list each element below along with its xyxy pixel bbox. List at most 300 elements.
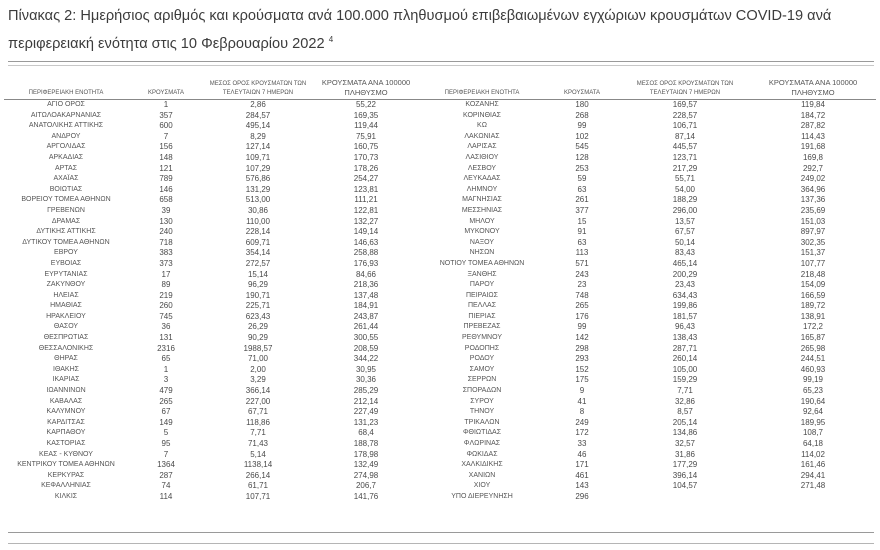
left-per100k-cell: 123,81 <box>353 184 379 194</box>
right-per100k-cell: 161,46 <box>800 460 826 470</box>
right-cases-cell: 15 <box>577 216 587 226</box>
left-per100k-cell: 141,76 <box>353 491 379 501</box>
right-avg7-cell: 50,14 <box>674 237 696 247</box>
right-region-cell: ΝΗΣΩΝ <box>469 249 495 257</box>
left-per100k-cell: 212,14 <box>353 396 379 406</box>
right-region-cell: ΣΑΜΟΥ <box>469 365 495 373</box>
left-avg7-cell: 513,00 <box>245 195 271 205</box>
right-region-cell: ΣΠΟΡΑΔΩΝ <box>462 387 502 395</box>
table-row <box>4 238 876 249</box>
left-avg7-cell: 623,43 <box>245 311 271 321</box>
table-caption <box>8 4 878 56</box>
right-region-cell: ΦΩΚΙΔΑΣ <box>466 450 498 458</box>
table-row <box>4 291 876 302</box>
left-per100k-cell: 84,66 <box>355 269 377 279</box>
left-cases-cell: 479 <box>159 386 173 396</box>
right-region-cell: ΛΗΜΝΟΥ <box>466 185 498 193</box>
right-avg7-cell: 159,29 <box>672 375 698 385</box>
table-row <box>4 248 876 259</box>
left-avg7-cell: 1138,14 <box>243 460 273 470</box>
left-region-cell: ΘΕΣΠΡΩΤΙΑΣ <box>43 334 89 342</box>
left-region-cell: ΗΜΑΘΙΑΣ <box>50 302 82 310</box>
right-region-cell: ΠΕΙΡΑΙΩΣ <box>466 291 498 299</box>
right-region-cell: ΞΑΝΘΗΣ <box>467 270 497 278</box>
right-cases-cell: 128 <box>575 152 589 162</box>
left-region-cell: ΔΥΤΙΚΗΣ ΑΤΤΙΚΗΣ <box>36 228 96 236</box>
right-cases-cell: 296 <box>575 491 589 501</box>
right-avg7-cell: 23,43 <box>674 280 696 290</box>
left-avg7-cell: 190,71 <box>245 290 271 300</box>
table-row <box>4 142 876 153</box>
right-per100k-cell: 137,36 <box>800 195 826 205</box>
right-avg7-cell: 181,57 <box>672 311 698 321</box>
table-row <box>4 481 876 492</box>
right-avg7-cell: 54,00 <box>674 184 696 194</box>
left-region-cell: ΑΡΓΟΛΙΔΑΣ <box>46 143 86 151</box>
left-avg7-cell: 609,71 <box>245 237 271 247</box>
left-avg7-cell: 118,86 <box>246 417 270 427</box>
left-region-cell: ΚΑΣΤΟΡΙΑΣ <box>46 440 86 447</box>
left-avg7-cell: 7,71 <box>250 428 266 438</box>
right-region-cell: ΛΑΣΙΘΙΟΥ <box>465 153 499 161</box>
right-cases-cell: 63 <box>577 237 587 247</box>
left-region-cell: ΑΡΚΑΔΙΑΣ <box>48 153 84 161</box>
right-avg7-cell: 13,57 <box>674 216 696 226</box>
right-region-cell: ΠΑΡΟΥ <box>469 281 495 289</box>
left-region-cell: ΗΡΑΚΛΕΙΟΥ <box>46 312 86 320</box>
left-cases-cell: 3 <box>163 375 169 385</box>
right-per100k-cell: 189,95 <box>800 417 826 427</box>
left-per100k-cell: 285,29 <box>353 386 379 396</box>
right-cases-cell: 268 <box>575 110 589 120</box>
right-cases-cell: 377 <box>575 205 589 215</box>
left-region-cell: ΚΕΝΤΡΙΚΟΥ ΤΟΜΕΑ ΑΘΗΝΩΝ <box>17 461 115 469</box>
left-region-cell: ΘΕΣΣΑΛΟΝΙΚΗΣ <box>38 344 94 352</box>
left-avg7-cell: 131,29 <box>245 184 271 194</box>
left-cases-cell: 600 <box>159 121 173 131</box>
left-avg7-cell: 71,43 <box>247 439 269 448</box>
left-region-cell: ΒΟΡΕΙΟΥ ΤΟΜΕΑ ΑΘΗΝΩΝ <box>21 196 111 204</box>
right-per100k-cell: 287,82 <box>800 121 826 131</box>
table-row <box>4 121 876 132</box>
left-cases-cell: 149 <box>159 417 173 427</box>
right-avg7-cell: 260,14 <box>672 354 698 364</box>
right-cases-cell: 175 <box>575 375 589 385</box>
left-avg7-cell: 284,57 <box>245 110 271 120</box>
right-region-cell: ΣΥΡΟΥ <box>470 397 494 405</box>
left-region-cell: ΚΑΡΔΙΤΣΑΣ <box>47 418 85 426</box>
left-avg7-cell: 228,14 <box>245 227 271 237</box>
left-cases-cell: 146 <box>159 184 173 194</box>
right-per100k-cell <box>750 492 876 503</box>
right-cases-cell: 143 <box>575 481 589 491</box>
right-region-cell: ΚΟΡΙΝΘΙΑΣ <box>463 111 501 119</box>
left-per100k-cell: 188,78 <box>353 439 379 448</box>
left-avg7-cell: 225,71 <box>245 301 271 311</box>
table-row <box>4 312 876 323</box>
right-avg7-cell: 32,86 <box>674 396 696 406</box>
left-avg7-cell: 2,00 <box>250 364 266 374</box>
table-header-row <box>4 78 876 100</box>
left-per100k-cell: 132,49 <box>353 460 379 470</box>
right-per100k-cell: 169,8 <box>802 152 824 162</box>
table-row <box>4 174 876 185</box>
right-cases-cell: 8 <box>579 407 585 417</box>
left-region-cell: ΕΥΡΥΤΑΝΙΑΣ <box>44 270 88 278</box>
left-avg7-cell: 127,14 <box>245 142 271 152</box>
right-cases-cell: 99 <box>577 322 587 332</box>
right-cases-cell: 545 <box>575 142 589 152</box>
table-row <box>4 375 876 386</box>
table-row <box>4 227 876 238</box>
left-region-cell: ΙΘΑΚΗΣ <box>53 365 79 373</box>
right-avg7-cell: 445,57 <box>672 142 698 152</box>
right-cases-cell: 99 <box>577 121 587 131</box>
right-avg7-cell: 105,00 <box>672 364 698 374</box>
covid-cases-table <box>4 78 876 503</box>
right-per100k-cell: 302,35 <box>800 237 826 247</box>
left-avg7-cell: 90,29 <box>247 333 269 343</box>
footnote-marker: 4 <box>328 35 334 44</box>
left-per100k-cell: 137,48 <box>353 290 379 300</box>
table-row <box>4 322 876 333</box>
right-per100k-cell: 189,72 <box>800 301 826 311</box>
left-per100k-cell: 206,7 <box>355 481 377 491</box>
table-row <box>4 344 876 355</box>
right-cases-cell: 33 <box>577 439 587 448</box>
left-region-cell: ΙΚΑΡΙΑΣ <box>52 376 80 384</box>
left-cases-cell: 745 <box>159 311 173 321</box>
right-region-cell: ΛΕΣΒΟΥ <box>467 164 497 172</box>
header-per100k-right: ΚΡΟΥΣΜΑΤΑ ΑΝΑ 100000 ΠΛΗΘΥΣΜΟ <box>750 78 876 100</box>
table-row <box>4 386 876 397</box>
right-region-cell: ΠΡΕΒΕΖΑΣ <box>463 323 501 331</box>
left-per100k-cell: 170,73 <box>353 152 379 162</box>
right-per100k-cell: 460,93 <box>800 364 826 374</box>
left-region-cell: ΑΙΤΩΛΟΑΚΑΡΝΑΝΙΑΣ <box>30 111 102 119</box>
covid-cases-table-container <box>0 78 880 503</box>
right-region-cell: ΜΑΓΝΗΣΙΑΣ <box>462 196 502 204</box>
left-cases-cell: 121 <box>159 163 173 173</box>
left-cases-cell: 357 <box>159 110 173 120</box>
right-per100k-cell: 114,43 <box>801 131 825 141</box>
right-cases-cell: 180 <box>575 100 589 109</box>
left-region-cell: ΚΑΒΑΛΑΣ <box>49 397 83 405</box>
left-region-cell: ΑΓΙΟ ΟΡΟΣ <box>47 101 85 108</box>
right-avg7-cell: 8,57 <box>677 407 693 417</box>
table-row <box>4 111 876 122</box>
left-avg7-cell: 1988,57 <box>243 343 273 353</box>
right-avg7-cell: 228,57 <box>672 110 698 120</box>
right-region-cell: ΚΟΖΑΝΗΣ <box>465 101 499 108</box>
right-cases-cell: 748 <box>575 290 589 300</box>
left-cases-cell: 5 <box>163 428 169 438</box>
table-body <box>4 100 876 503</box>
header-avg7-left: ΜΕΣΟΣ ΟΡΟΣ ΚΡΟΥΣΜΑΤΩΝ ΤΩΝ ΤΕΛΕΥΤΑΙΩΝ 7 ΗΜΕΡΩΝ <box>204 78 312 100</box>
bottom-divider <box>8 532 874 533</box>
right-per100k-cell: 92,64 <box>802 407 824 417</box>
table-row <box>4 280 876 291</box>
left-cases-cell: 1 <box>163 100 169 109</box>
right-region-cell: ΡΟΔΟΥ <box>469 355 495 363</box>
left-avg7-cell: 107,71 <box>245 491 271 501</box>
right-per100k-cell: 108,7 <box>802 428 824 438</box>
right-per100k-cell: 99,19 <box>802 375 824 385</box>
table-row <box>4 259 876 270</box>
right-per100k-cell: 151,37 <box>800 248 826 258</box>
left-cases-cell: 1 <box>163 364 169 374</box>
left-cases-cell: 36 <box>161 322 171 332</box>
left-cases-cell: 7 <box>163 449 169 459</box>
left-avg7-cell: 272,57 <box>245 258 271 268</box>
right-avg7-cell: 96,43 <box>674 322 696 332</box>
left-cases-cell: 148 <box>159 152 173 162</box>
left-per100k-cell: 122,81 <box>353 205 379 215</box>
left-cases-cell: 265 <box>159 396 173 406</box>
left-cases-cell: 7 <box>163 131 169 141</box>
right-region-cell: ΜΕΣΣΗΝΙΑΣ <box>461 206 503 214</box>
right-cases-cell: 298 <box>575 343 589 353</box>
left-per100k-cell: 261,44 <box>353 322 379 332</box>
table-row <box>4 428 876 439</box>
right-per100k-cell: 184,72 <box>800 110 826 120</box>
left-avg7-cell: 495,14 <box>245 121 271 131</box>
left-cases-cell: 287 <box>159 470 173 480</box>
right-per100k-cell: 294,41 <box>800 470 826 480</box>
right-per100k-cell: 897,97 <box>800 227 826 237</box>
left-per100k-cell: 132,27 <box>353 216 379 226</box>
header-per100k-left: ΚΡΟΥΣΜΑΤΑ ΑΝΑ 100000 ΠΛΗΘΥΣΜΟ <box>312 78 420 100</box>
left-region-cell: ΔΡΑΜΑΣ <box>51 217 81 225</box>
left-avg7-cell: 61,71 <box>247 481 269 491</box>
left-cases-cell: 114 <box>159 491 173 501</box>
left-per100k-cell: 169,35 <box>353 110 379 120</box>
left-avg7-cell: 8,29 <box>250 131 266 141</box>
left-per100k-cell: 55,22 <box>355 100 377 109</box>
right-avg7-cell: 396,14 <box>672 470 698 480</box>
right-avg7-cell: 104,57 <box>672 481 698 491</box>
right-avg7-cell: 188,29 <box>672 195 698 205</box>
left-avg7-cell: 26,29 <box>247 322 269 332</box>
right-per100k-cell: 114,02 <box>801 449 825 459</box>
right-region-cell: ΥΠΟ ΔΙΕΡΕΥΝΗΣΗ <box>451 492 513 500</box>
right-cases-cell: 571 <box>575 258 589 268</box>
left-per100k-cell: 184,91 <box>353 301 379 311</box>
left-cases-cell: 2316 <box>157 343 175 353</box>
top-divider <box>8 61 874 62</box>
right-avg7-cell: 32,57 <box>674 439 696 448</box>
left-per100k-cell: 146,63 <box>353 237 379 247</box>
left-per100k-cell: 68,4 <box>358 428 374 438</box>
right-avg7-cell: 123,71 <box>672 152 698 162</box>
left-per100k-cell: 274,98 <box>353 470 379 480</box>
left-per100k-cell: 131,23 <box>353 417 379 427</box>
right-avg7-cell: 67,57 <box>674 227 696 237</box>
left-per100k-cell: 178,26 <box>353 163 379 173</box>
table-row <box>4 100 876 111</box>
bottom-divider-secondary <box>8 543 874 544</box>
right-per100k-cell: 119,84 <box>801 100 825 109</box>
table-row <box>4 460 876 471</box>
right-cases-cell: 171 <box>575 460 589 470</box>
left-avg7-cell: 5,14 <box>250 449 266 459</box>
table-row <box>4 471 876 482</box>
right-avg7-cell: 138,43 <box>672 333 698 343</box>
right-cases-cell: 91 <box>577 227 587 237</box>
left-cases-cell: 219 <box>159 290 173 300</box>
table-row <box>4 153 876 164</box>
left-region-cell: ΚΕΑΣ - ΚΥΘΝΟΥ <box>39 450 93 458</box>
table-row <box>4 397 876 408</box>
right-cases-cell: 113 <box>575 248 589 258</box>
left-avg7-cell: 366,14 <box>245 386 271 396</box>
left-cases-cell: 95 <box>161 439 171 448</box>
right-region-cell: ΚΩ <box>477 122 487 130</box>
left-avg7-cell: 3,29 <box>250 375 266 385</box>
left-cases-cell: 67 <box>161 407 171 417</box>
left-region-cell: ΚΕΡΚΥΡΑΣ <box>47 471 85 479</box>
right-avg7-cell: 106,71 <box>672 121 698 131</box>
right-avg7-cell: 31,86 <box>674 449 696 459</box>
left-avg7-cell: 576,86 <box>245 174 271 184</box>
right-per100k-cell: 65,23 <box>802 386 824 396</box>
table-row <box>4 365 876 376</box>
left-cases-cell: 131 <box>159 333 173 343</box>
right-region-cell: ΧΑΛΚΙΔΙΚΗΣ <box>461 461 503 469</box>
left-region-cell: ΚΕΦΑΛΛΗΝΙΑΣ <box>41 482 91 490</box>
left-cases-cell: 718 <box>159 237 173 247</box>
left-avg7-cell: 109,71 <box>245 152 271 162</box>
right-avg7-cell: 205,14 <box>672 417 698 427</box>
left-cases-cell: 240 <box>159 227 173 237</box>
left-per100k-cell: 30,95 <box>355 364 377 374</box>
left-cases-cell: 130 <box>159 216 173 226</box>
right-avg7-cell: 87,14 <box>674 131 696 141</box>
left-region-cell: ΘΑΣΟΥ <box>53 323 79 331</box>
left-cases-cell: 65 <box>161 354 171 364</box>
right-per100k-cell: 64,18 <box>802 439 824 448</box>
left-region-cell: ΗΛΕΙΑΣ <box>53 291 79 299</box>
left-region-cell: ΙΩΑΝΝΙΝΩΝ <box>46 387 86 395</box>
right-cases-cell: 261 <box>575 195 589 205</box>
header-cases-right: ΚΡΟΥΣΜΑΤΑ <box>544 78 620 100</box>
right-avg7-cell: 169,57 <box>672 100 698 109</box>
right-region-cell: ΝΟΤΙΟΥ ΤΟΜΕΑ ΑΘΗΝΩΝ <box>439 259 525 267</box>
header-region-left: ΠΕΡΙΦΕΡΕΙΑΚΗ ΕΝΟΤΗΤΑ <box>4 78 128 100</box>
right-per100k-cell: 218,48 <box>800 269 826 279</box>
left-region-cell: ΖΑΚΥΝΘΟΥ <box>46 281 86 289</box>
left-per100k-cell: 119,44 <box>354 121 378 131</box>
right-cases-cell: 249 <box>575 417 589 427</box>
right-region-cell: ΡΕΘΥΜΝΟΥ <box>461 334 502 342</box>
right-cases-cell: 253 <box>575 163 589 173</box>
left-region-cell: ΑΡΤΑΣ <box>54 164 78 172</box>
left-avg7-cell: 354,14 <box>245 248 271 258</box>
left-per100k-cell: 149,14 <box>353 227 379 237</box>
left-per100k-cell: 243,87 <box>353 311 379 321</box>
table-row <box>4 418 876 429</box>
table-row <box>4 301 876 312</box>
left-per100k-cell: 227,49 <box>353 407 379 417</box>
right-region-cell: ΛΑΡΙΣΑΣ <box>467 143 497 151</box>
left-cases-cell: 260 <box>159 301 173 311</box>
right-region-cell: ΦΘΙΩΤΙΔΑΣ <box>462 429 502 437</box>
left-cases-cell: 89 <box>161 280 171 290</box>
left-region-cell: ΚΙΛΚΙΣ <box>54 492 78 500</box>
right-avg7-cell: 134,86 <box>672 428 698 438</box>
right-region-cell: ΤΡΙΚΑΛΩΝ <box>464 418 500 426</box>
right-avg7-cell: 634,43 <box>672 290 698 300</box>
right-cases-cell: 23 <box>577 280 587 290</box>
right-region-cell: ΛΕΥΚΑΔΑΣ <box>463 175 501 183</box>
right-region-cell: ΠΙΕΡΙΑΣ <box>468 312 496 320</box>
table-row <box>4 270 876 281</box>
right-region-cell: ΜΗΛΟΥ <box>469 217 495 225</box>
left-per100k-cell: 254,27 <box>353 174 379 184</box>
left-avg7-cell: 15,14 <box>247 269 269 279</box>
left-region-cell: ΔΥΤΙΚΟΥ ΤΟΜΕΑ ΑΘΗΝΩΝ <box>22 238 110 246</box>
table-row <box>4 439 876 450</box>
left-avg7-cell: 227,00 <box>245 396 271 406</box>
left-cases-cell: 1364 <box>157 460 175 470</box>
left-per100k-cell: 111,21 <box>354 195 378 205</box>
right-avg7-cell: 296,00 <box>672 205 698 215</box>
right-region-cell: ΡΟΔΟΠΗΣ <box>464 344 500 352</box>
left-avg7-cell: 110,00 <box>246 216 270 226</box>
left-region-cell: ΑΧΑΪΑΣ <box>53 175 79 183</box>
left-per100k-cell: 160,75 <box>353 142 379 152</box>
table-row <box>4 206 876 217</box>
header-cases-left: ΚΡΟΥΣΜΑΤΑ <box>128 78 204 100</box>
right-per100k-cell: 190,64 <box>800 396 826 406</box>
right-per100k-cell: 151,03 <box>800 216 826 226</box>
right-avg7-cell: 7,71 <box>677 386 693 396</box>
left-region-cell: ΒΟΙΩΤΙΑΣ <box>49 185 83 193</box>
right-cases-cell: 59 <box>577 174 587 184</box>
left-cases-cell: 373 <box>159 258 173 268</box>
right-cases-cell: 41 <box>577 396 587 406</box>
right-cases-cell: 46 <box>577 449 587 459</box>
table-row <box>4 185 876 196</box>
right-cases-cell: 63 <box>577 184 587 194</box>
right-cases-cell: 176 <box>575 311 589 321</box>
left-avg7-cell: 2,86 <box>250 100 266 109</box>
right-per100k-cell: 166,59 <box>800 290 826 300</box>
caption-text: Πίνακας 2: Ημερήσιος αριθμός και κρούσματα ανά 100.000 πληθυσμού επιβεβαιωμένων εγχώριων κρουσμάτων COVID-19 ανά περιφερειακή ενότητα στις 10 Φεβρουαρίου 2022 <box>8 8 832 52</box>
header-region-right: ΠΕΡΙΦΕΡΕΙΑΚΗ ΕΝΟΤΗΤΑ <box>420 78 544 100</box>
right-region-cell: ΧΙΟΥ <box>473 482 491 490</box>
right-per100k-cell: 244,51 <box>800 354 826 364</box>
top-divider-secondary <box>8 65 874 66</box>
right-avg7-cell: 83,43 <box>674 248 696 258</box>
right-region-cell: ΠΕΛΛΑΣ <box>467 302 497 310</box>
right-avg7-cell: 199,86 <box>672 301 698 311</box>
left-region-cell: ΚΑΛΥΜΝΟΥ <box>46 408 86 416</box>
left-region-cell: ΕΒΡΟΥ <box>54 249 78 257</box>
right-per100k-cell: 292,7 <box>802 163 824 173</box>
left-cases-cell: 74 <box>161 481 171 491</box>
right-cases-cell: 265 <box>575 301 589 311</box>
right-region-cell: ΦΛΩΡΙΝΑΣ <box>463 440 501 447</box>
table-row <box>4 450 876 461</box>
right-per100k-cell: 364,96 <box>800 184 826 194</box>
right-avg7-cell <box>620 492 750 503</box>
left-per100k-cell: 75,91 <box>355 131 377 141</box>
right-per100k-cell: 265,98 <box>800 343 826 353</box>
left-per100k-cell: 218,36 <box>353 280 379 290</box>
table-row <box>4 407 876 418</box>
right-region-cell: ΝΑΞΟΥ <box>469 238 495 246</box>
